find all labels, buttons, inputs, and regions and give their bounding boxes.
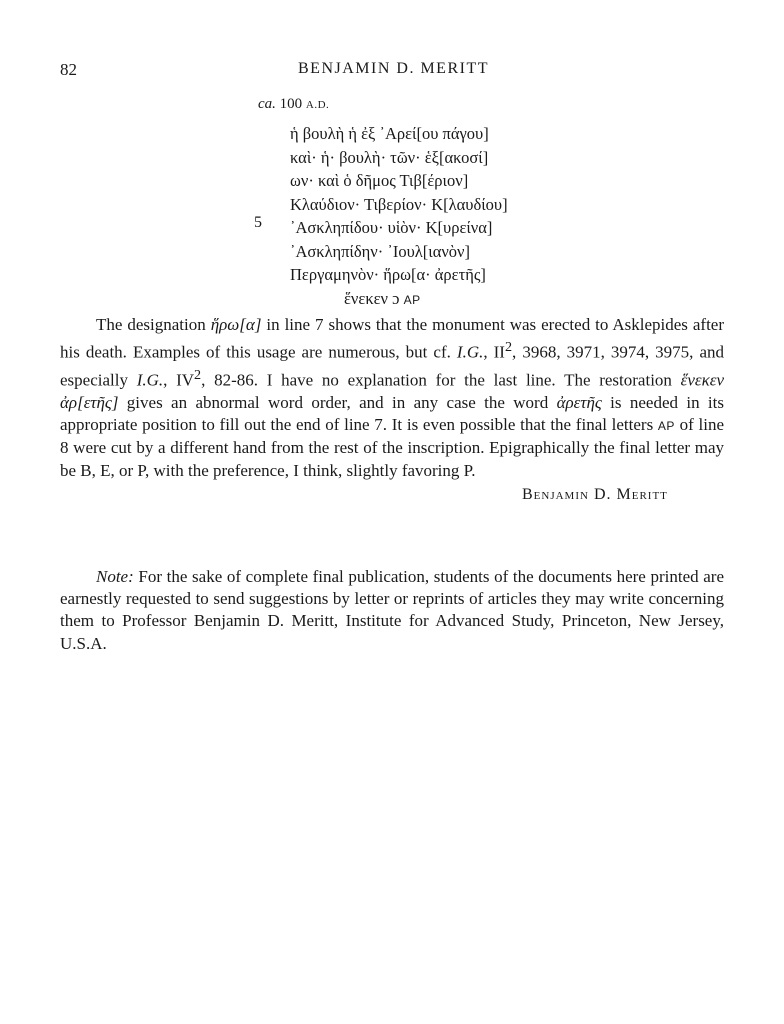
line-number-marker: 5 xyxy=(254,214,262,231)
inscription-line: ᾽Ασκληπίδου· υἱὸν· Κ[υρείνα] xyxy=(290,218,493,237)
text-run: is needed in its appropriate position to fill out the end of line 7. It is even possible that the final letters xyxy=(60,392,724,435)
citation-abbrev: I.G. xyxy=(456,342,484,362)
inscription-line: ᾽Ασκληπίδην· ᾽Ιουλ[ιανὸν] xyxy=(290,241,471,261)
text-run: The designation xyxy=(96,315,211,334)
inscription-line-final xyxy=(290,287,508,313)
inscription-text xyxy=(290,122,508,312)
text-run: gives an abnormal word order, and in any case the word xyxy=(118,392,557,412)
inscription-line: καὶ· ἡ· βουλὴ· τῶν· ἑξ[ακοσί] xyxy=(290,147,489,167)
date-era: A.D. xyxy=(305,99,330,111)
inscription-line: Περγαμηνὸν· ἥρω[α· ἀρετῆς] xyxy=(290,265,486,284)
greek-term: ἥρω[α] xyxy=(210,315,262,334)
text-run: of line 8 were cut by a different hand from the rest of the inscription. Epigraphically the final letter may be B, E, or P, with the preference, I think, slightly favoring P. xyxy=(60,415,725,480)
text-run: , IV xyxy=(163,370,195,390)
citation-abbrev: I.G. xyxy=(136,370,164,390)
running-title: BENJAMIN D. MERITT xyxy=(298,60,489,77)
epigraphic-letters: AP xyxy=(657,419,675,434)
page-number: 82 xyxy=(60,60,77,79)
commentary-paragraph xyxy=(60,314,724,482)
text-run: , 3968, 3971, 3974, 3975, and especially xyxy=(60,342,724,390)
text-run: , 82-86. I have no explanation for the last line. The restoration xyxy=(201,370,681,390)
final-word: ἕνεκεν xyxy=(344,288,389,308)
text-run: , II xyxy=(483,342,505,362)
inscription-date xyxy=(258,96,329,113)
final-letters: AP xyxy=(403,292,421,307)
note-text: For the sake of complete final publication, students of the documents here printed are earnestly requested to send suggestions by letter or reprints of articles they may write concerning them to Professor Benjamin D. Meritt, Institute for Advanced Study, Princeton, New Jersey, U.S.A. xyxy=(60,567,724,653)
inscription-line: Κλαύδιον· Τιβερίον· Κ[λαυδίου] xyxy=(290,194,508,214)
inscription-line: ων· καὶ ὁ δῆμος Τιβ[έριον] xyxy=(290,171,469,190)
superscript: 2 xyxy=(504,339,513,356)
final-mark: ɔ xyxy=(392,288,400,308)
greek-term: ἀρετῆς xyxy=(556,392,602,412)
note-paragraph xyxy=(60,566,724,655)
text-run: in line 7 shows that the monument was erected to Asklepides after his death. Examples of this usage are numerous, but cf. xyxy=(60,315,724,362)
date-year: 100 xyxy=(279,96,303,112)
superscript: 2 xyxy=(194,367,202,384)
author-signature: Benjamin D. Meritt xyxy=(522,486,668,503)
date-prefix: ca. xyxy=(258,96,276,112)
inscription-line: ἡ βουλὴ ἡ ἐξ ᾽Αρεί[ου πάγου] xyxy=(290,124,489,143)
note-label: Note: xyxy=(96,567,134,586)
greek-term: ἕνεκεν ἀρ[ετῆς] xyxy=(60,370,724,412)
